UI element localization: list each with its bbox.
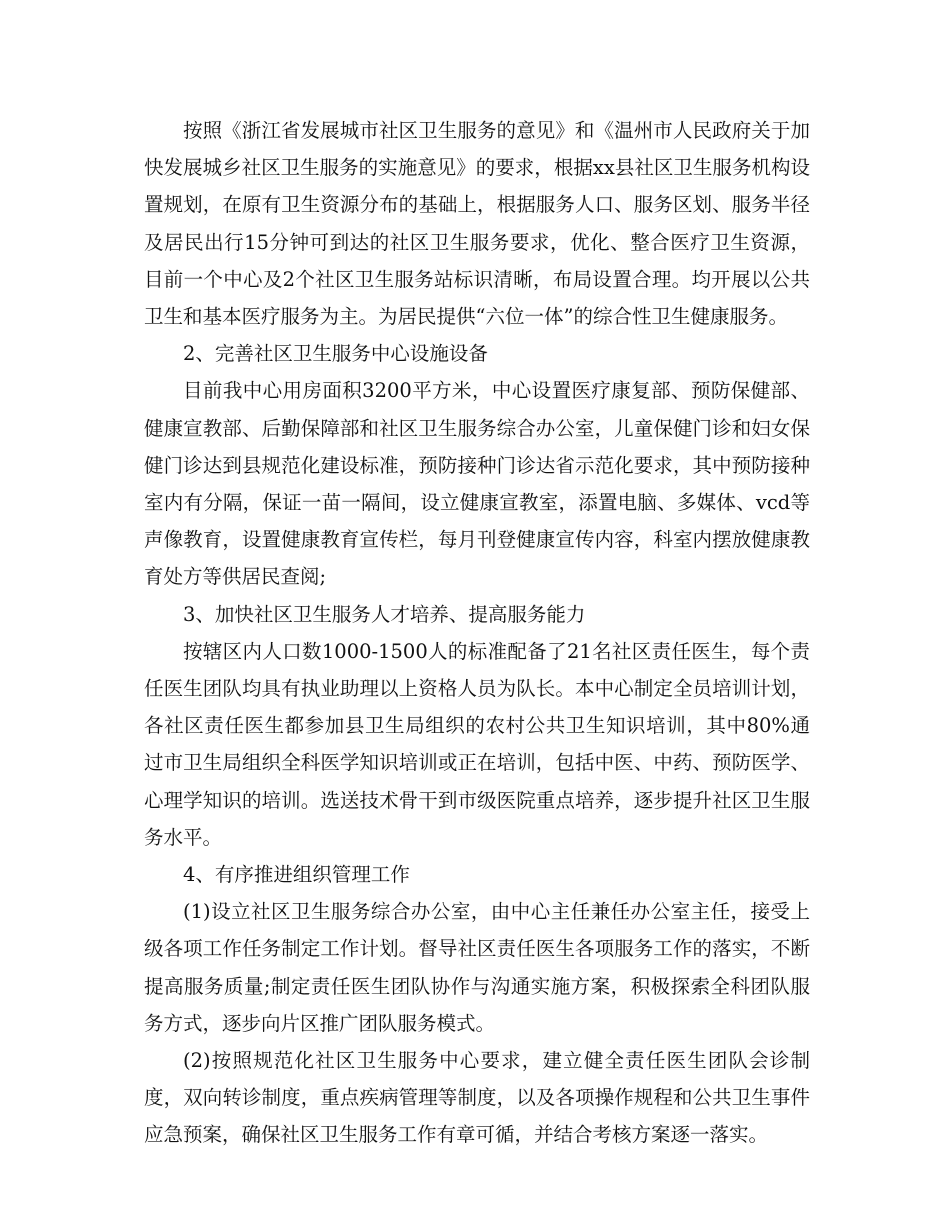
paragraph-management-1: (1)设立社区卫生服务综合办公室，由中心主任兼任办公室主任，接受上级各项工作任务制定工作计划。督导社区责任医生各项服务工作的落实，不断提高服务质量;制定责任医生团队协作与沟通实施方案，积极探索全科团队服务方式，逐步向片区推广团队服务模式。 xyxy=(144,900,810,1035)
paragraph-facilities: 目前我中心用房面积3200平方米，中心设置医疗康复部、预防保健部、健康宣教部、后勤保障部和社区卫生服务综合办公室，儿童保健门诊和妇女保健门诊达到县规范化建设标准，预防接种门诊达省示范化要求，其中预防接种室内有分隔，保证一苗一隔间，设立健康宣教室，添置电脑、多媒体、vcd等声像教育，设置健康教育宣传栏，每月刊登健康宣传内容，科室内摆放健康教育处方等供居民查阅; xyxy=(144,379,810,589)
document-body xyxy=(144,112,810,1154)
paragraph-management-2: (2)按照规范化社区卫生服务中心要求，建立健全责任医生团队会诊制度，双向转诊制度，重点疾病管理等制度，以及各项操作规程和公共卫生事件应急预案，确保社区卫生服务工作有章可循，并结合考核方案逐一落实。 xyxy=(144,1049,810,1147)
paragraph-talent: 按辖区内人口数1000-1500人的标准配备了21名社区责任医生，每个责任医生团队均具有执业助理以上资格人员为队长。本中心制定全员培训计划，各社区责任医生都参加县卫生局组织的农村公共卫生知识培训，其中80%通过市卫生局组织全科医学知识培训或正在培训，包括中医、中药、预防医学、心理学知识的培训。选送技术骨干到市级医院重点培养，逐步提升社区卫生服务水平。 xyxy=(144,639,810,849)
section-heading-facilities: 2、完善社区卫生服务中心设施设备 xyxy=(183,342,488,366)
paragraph-intro: 按照《浙江省发展城市社区卫生服务的意见》和《温州市人民政府关于加快发展城乡社区卫生服务的实施意见》的要求，根据xx县社区卫生服务机构设置规划，在原有卫生资源分布的基础上，根据服务人口、服务区划、服务半径及居民出行15分钟可到达的社区卫生服务要求，优化、整合医疗卫生资源，目前一个中心及2个社区卫生服务站标识清晰，布局设置合理。均开展以公共卫生和基本医疗服务为主。为居民提供“六位一体”的综合性卫生健康服务。 xyxy=(144,119,810,329)
section-heading-management: 4、有序推进组织管理工作 xyxy=(183,863,410,887)
section-heading-talent: 3、加快社区卫生服务人才培养、提高服务能力 xyxy=(183,602,586,626)
